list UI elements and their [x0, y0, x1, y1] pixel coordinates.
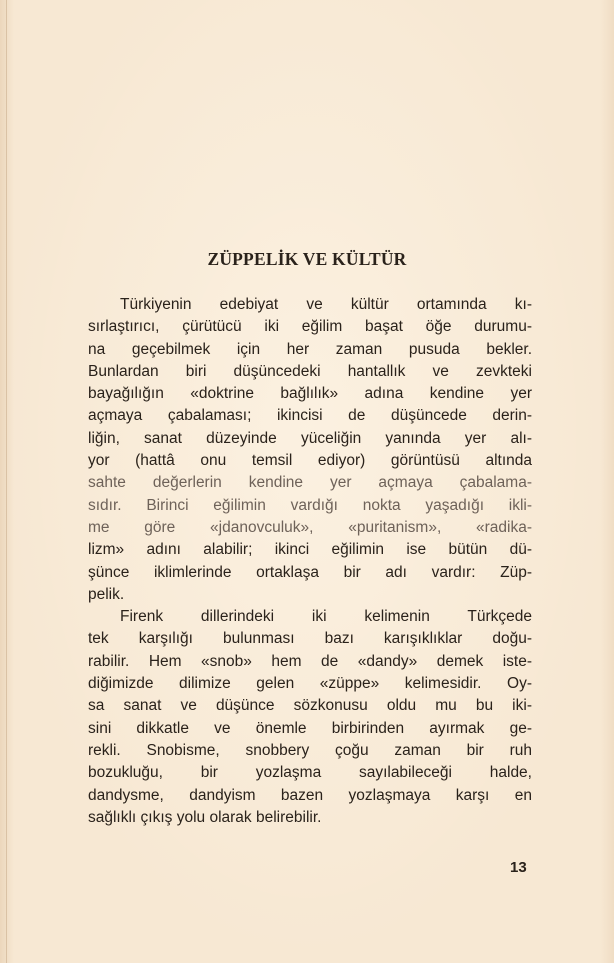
text-line: bayağılığın «doktrine bağlılık» adına kendine yer [88, 385, 532, 403]
text-line: Bunlardan biri düşüncedeki hantallık ve zevkteki [88, 362, 532, 380]
text-line: lizm» adını alabilir; ikinci eğilimin ise bütün dü- [88, 541, 532, 559]
text-line: liğin, sanat düzeyinde yüceliğin yanında yer alı- [88, 429, 532, 447]
text-line: rabilir. Hem «snob» hem de «dandy» demek iste- [88, 652, 532, 670]
text-line: Türkiyenin edebiyat ve kültür ortamında kı- [120, 296, 532, 313]
text-line: dandysme, dandyism bazen yozlaşmaya karşı en [88, 786, 532, 804]
text-line: me göre «jdanovculuk», «puritanism», «radika- [88, 518, 532, 536]
text-line: sahte değerlerin kendine yer açmaya çabalama- [88, 474, 532, 492]
text-line: na geçebilmek için her zaman pusuda bekler. [88, 340, 532, 358]
text-line: yor (hattâ onu temsil ediyor) görüntüsü altında [88, 452, 532, 470]
chapter-title: ZÜPPELİK VE KÜLTÜR [207, 249, 407, 269]
text-line: açmaya çabalaması; ikincisi de düşüncede derin- [88, 407, 532, 425]
text-line: diğimizde dilimize gelen «züppe» kelimesidir. Oy- [88, 675, 532, 693]
page-edge-line [6, 0, 7, 963]
text-line: bozukluğu, bir yozlaşma sayılabileceği halde, [88, 764, 532, 782]
body-text [88, 294, 532, 829]
text-line: Firenk dillerindeki iki kelimenin Türkçede [120, 608, 532, 626]
text-line: sini dikkatle ve önemle birbirinden ayırmak ge- [88, 719, 532, 737]
text-line: tek karşılığı bulunması bazı karışıklıklar doğu- [88, 630, 532, 648]
text-line: sa sanat ve düşünce sözkonusu oldu mu bu iki- [88, 697, 532, 715]
page-number: 13 [510, 859, 527, 876]
text-line: pelik. [88, 585, 125, 603]
text-line: rekli. Snobisme, snobbery çoğu zaman bir ruh [88, 741, 532, 759]
text-line: sıdır. Birinci eğilimin vardığı nokta yaşadığı ikli- [88, 496, 532, 514]
text-line: sağlıklı çıkış yolu olarak belirebilir. [88, 808, 322, 826]
text-line: şünce iklimlerinde ortaklaşa bir adı vardır: Züp- [88, 563, 532, 581]
text-line: sırlaştırıcı, çürütücü iki eğilim başat öğe durumu- [88, 318, 532, 336]
